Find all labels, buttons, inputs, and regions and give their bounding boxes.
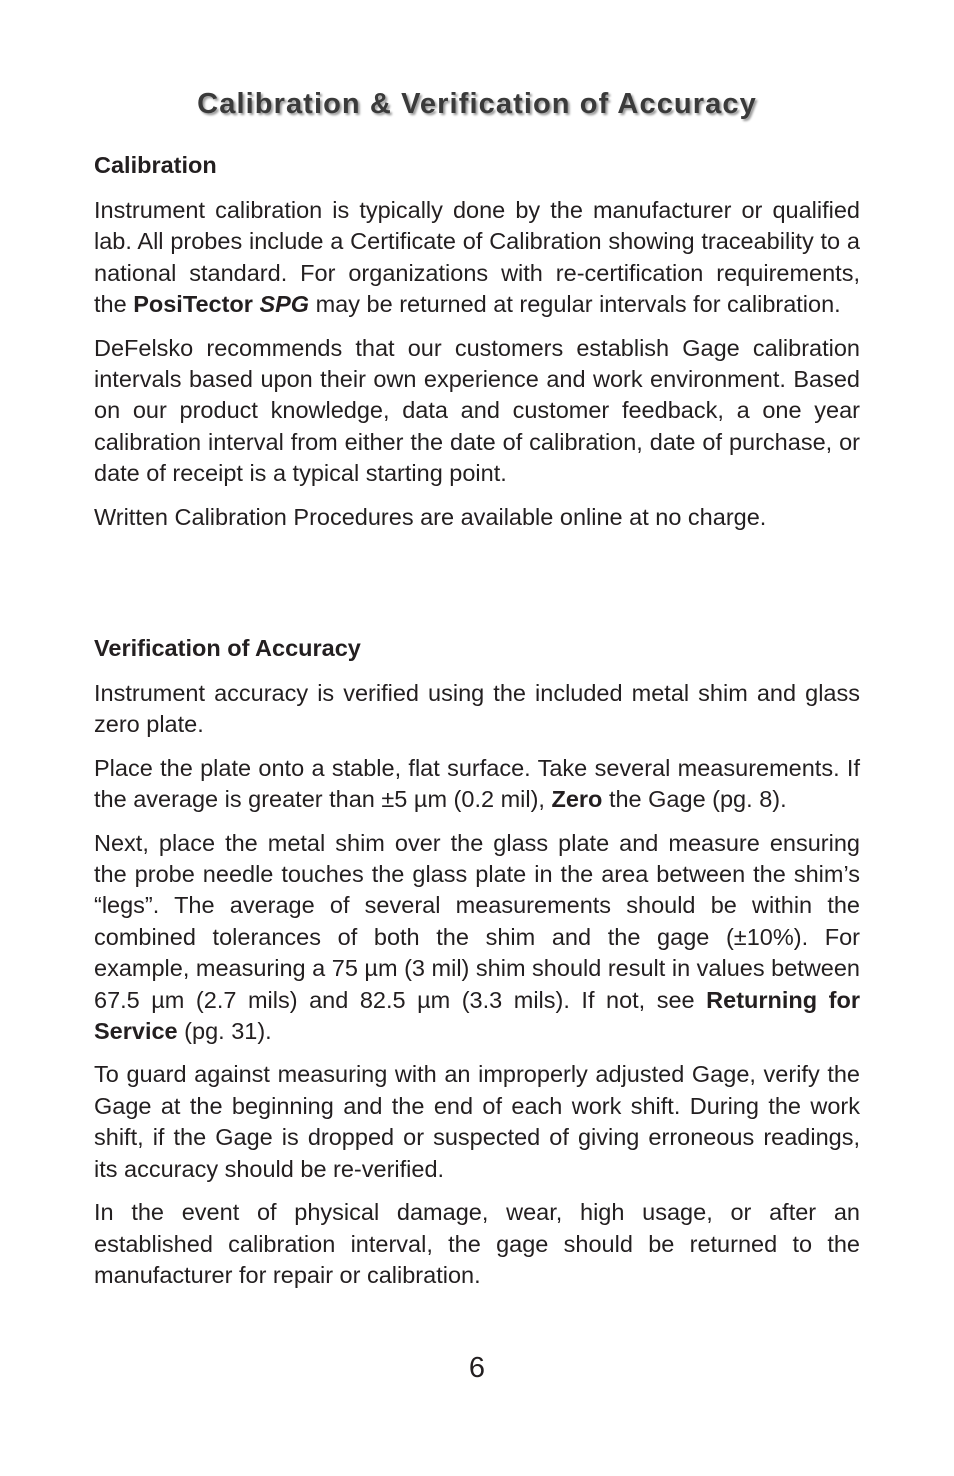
verification-heading: Verification of Accuracy [94,635,361,661]
verification-paragraph-1: Instrument accuracy is verified using the included metal shim and glass zero plate. [94,680,860,738]
verification-p2-text-b: the Gage (pg. 8). [602,786,787,813]
page-title: Calibration & Verification of Accuracy [197,88,757,120]
verification-paragraph-4: To guard against measuring with an improperly adjusted Gage, verify the Gage at the beginning and the end of each work shift. During the work shift, if the Gage is dropped or suspected of giving erroneous readings, its accuracy should be re-verified. [94,1061,860,1182]
calibration-section [94,150,860,545]
verification-section [94,633,860,1303]
calibration-heading: Calibration [94,152,217,178]
verification-paragraph-3 [94,828,860,1048]
calibration-paragraph-1 [94,195,860,321]
calibration-p1-text-a: Instrument calibration is typically done by the manufacturer or qualified lab. All probes include a Certificate of Calibration showing traceability to a national standard. For organizations with re-certification requirements, the [94,197,860,318]
verification-p3-text-b: (pg. 31). [177,1018,272,1045]
returning-for-service-reference: Returning for Service [94,986,860,1045]
product-brand: PosiTector [133,291,253,318]
calibration-paragraph-3: Written Calibration Procedures are available online at no charge. [94,503,767,530]
verification-paragraph-2 [94,753,860,816]
calibration-paragraph-2: DeFelsko recommends that our customers establish Gage calibration intervals based upon their own experience and work environment. Based on our product knowledge, data and customer feedback, a one year calibration interval from either the date of calibration, date of purchase, or date of receipt is a typical starting point. [94,334,860,487]
zero-keyword: Zero [551,786,603,813]
verification-p3-text-a: Next, place the metal shim over the glass plate and measure ensuring the probe needle touches the glass plate in the area between the shim’s “legs”. The average of several measurements should be within the combined tolerances of both the shim and the gage (±10%). For example, measuring a 75 µm (3 mil) shim should result in values between 67.5 µm (2.7 mils) and 82.5 µm (3.3 mils). If not, see [94,829,860,1013]
product-model: SPG [259,291,310,318]
verification-p2-text-a: Place the plate onto a stable, flat surface. Take several measurements. If the average is greater than ±5 µm (0.2 mil), [94,754,860,813]
verification-paragraph-5: In the event of physical damage, wear, high usage, or after an established calibration interval, the gage should be returned to the manufacturer for repair or calibration. [94,1199,860,1288]
page-number: 6 [468,1352,486,1384]
calibration-p1-text-b: may be returned at regular intervals for calibration. [309,291,841,318]
